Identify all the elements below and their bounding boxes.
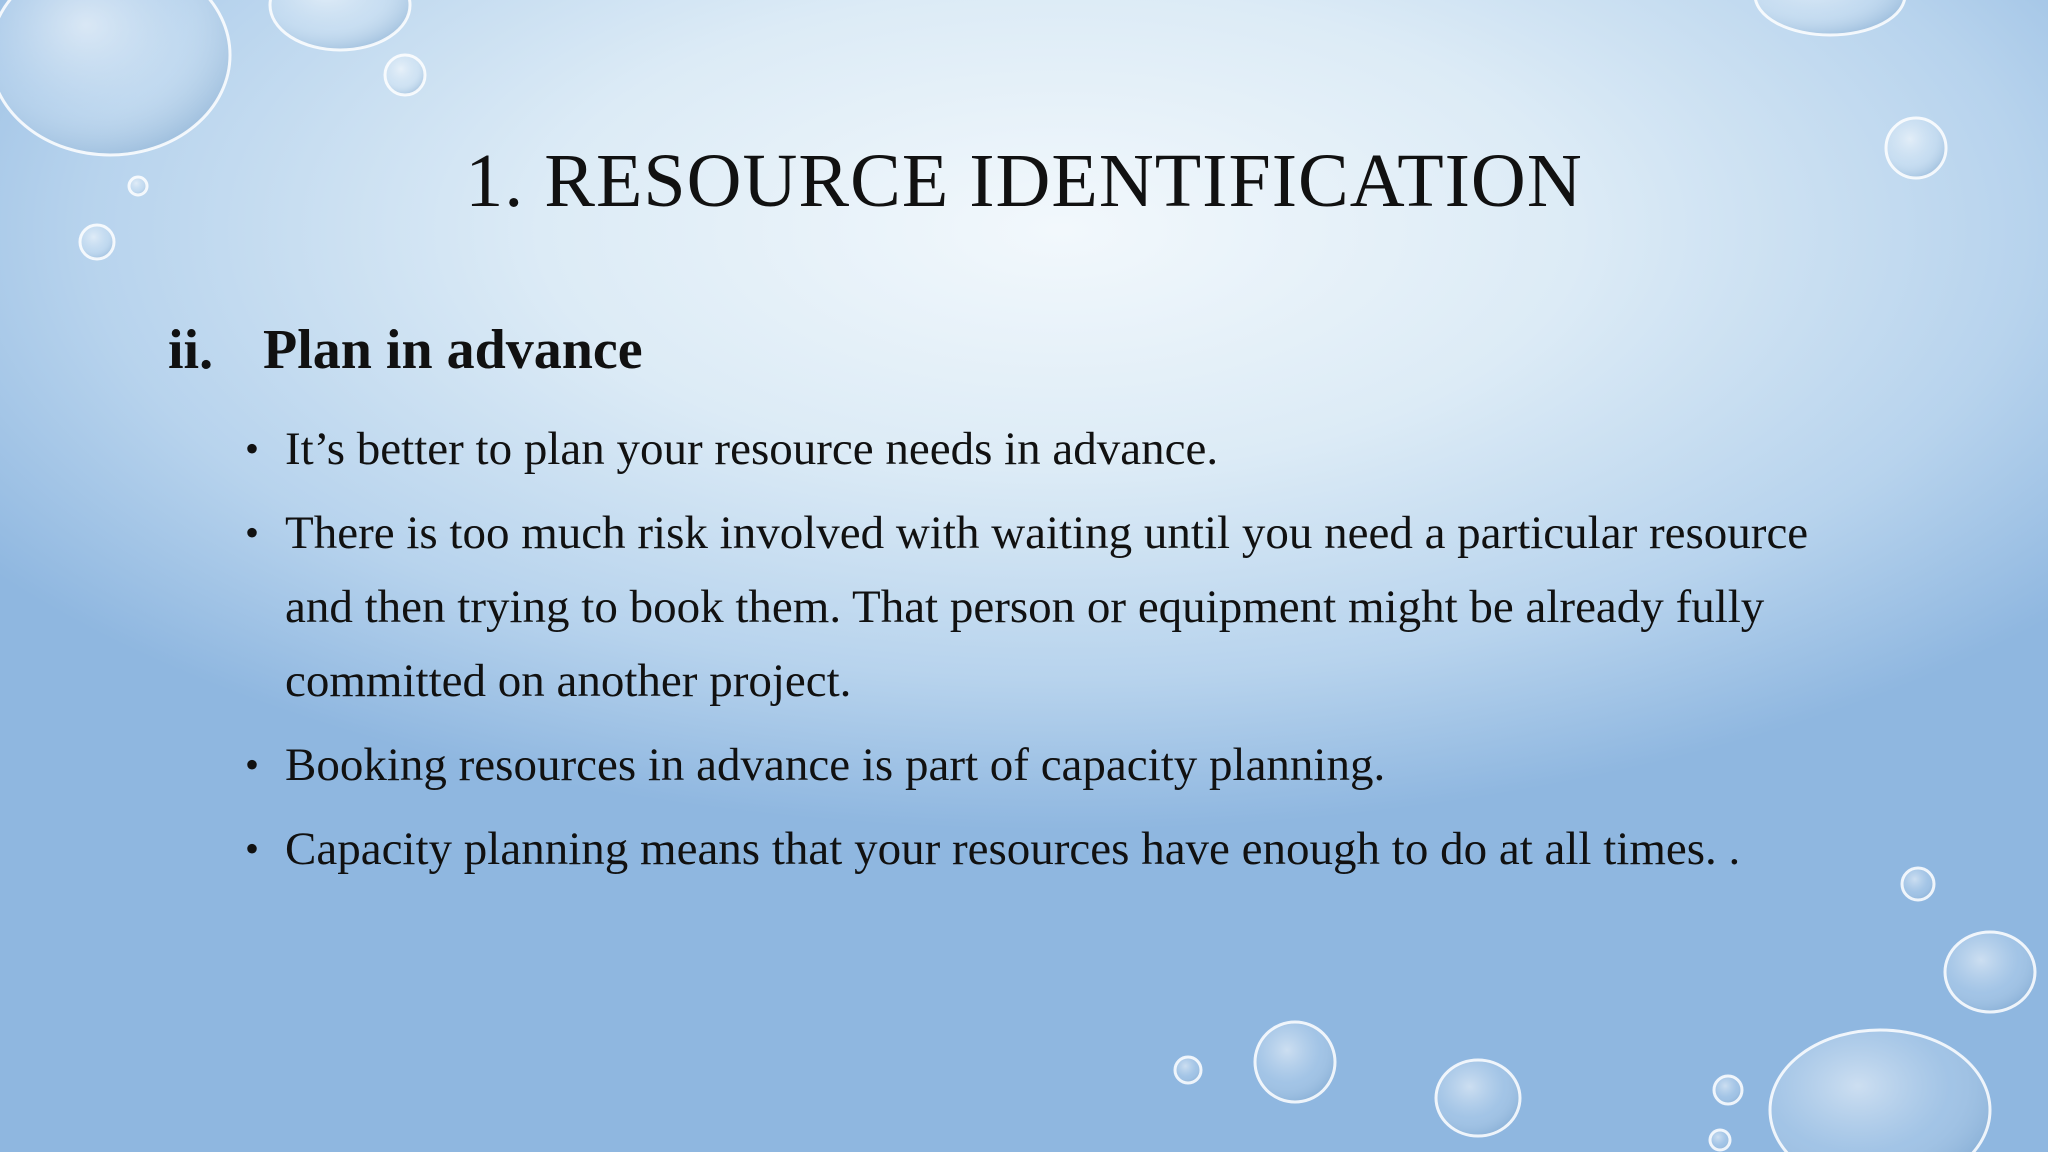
subheading-number: ii. xyxy=(168,319,214,381)
bullet-item xyxy=(245,728,1885,802)
bullet-glyph: • xyxy=(245,510,260,555)
slide-title: 1. RESOURCE IDENTIFICATION xyxy=(465,139,1583,223)
drop xyxy=(0,0,230,155)
drop xyxy=(80,225,114,259)
bullet-text: Booking resources in advance is part of capacity planning. xyxy=(285,739,1386,791)
drop xyxy=(1436,1060,1520,1136)
drop xyxy=(1714,1076,1742,1104)
drop xyxy=(385,55,425,95)
bullet-text: Capacity planning means that your resources have enough to do at all times. . xyxy=(285,823,1741,875)
drop xyxy=(1755,0,1905,35)
bullet-glyph: • xyxy=(245,826,260,871)
drop xyxy=(1902,868,1934,900)
subheading xyxy=(168,318,643,382)
bullet-text: There is too much risk involved with waiting until you need a particular resource and then trying to book them. That person or equipment might be already fully committed on another project. xyxy=(285,507,1809,707)
bullet-item xyxy=(245,812,1885,886)
drop xyxy=(1770,1030,1990,1152)
bullet-glyph: • xyxy=(245,742,260,787)
subheading-text: Plan in advance xyxy=(263,319,643,381)
drop xyxy=(1945,932,2035,1012)
bullet-item xyxy=(245,412,1885,486)
bullet-text: It’s better to plan your resource needs in advance. xyxy=(285,423,1219,475)
drop xyxy=(1175,1057,1201,1083)
drop xyxy=(270,0,410,50)
bullet-glyph: • xyxy=(245,426,260,471)
drop xyxy=(1255,1022,1335,1102)
drop xyxy=(1710,1130,1730,1150)
bullet-item xyxy=(245,496,1885,718)
bullet-list xyxy=(245,412,1885,896)
